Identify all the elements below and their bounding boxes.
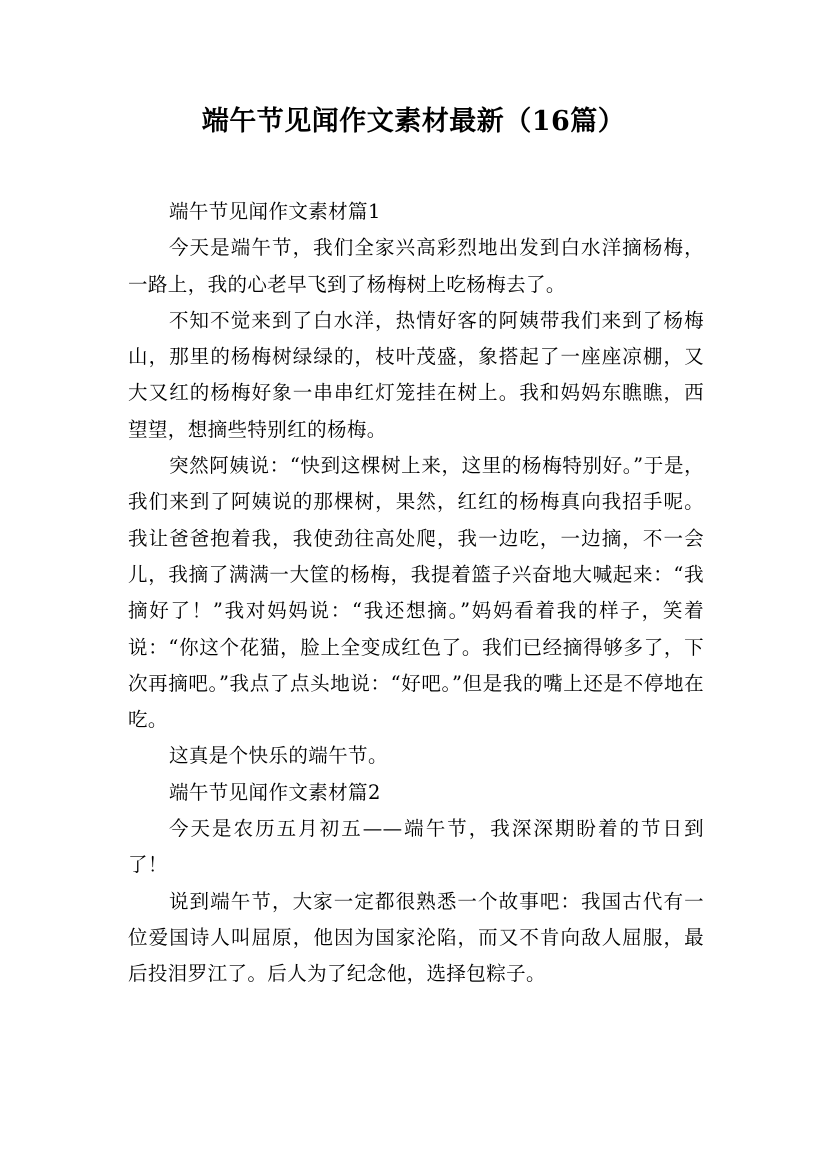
document-body: [128, 194, 704, 993]
paragraph: 今天是端午节，我们全家兴高彩烈地出发到白水洋摘杨梅，一路上，我的心老早飞到了杨梅树上吃杨梅去了。: [128, 236, 704, 296]
paragraph: 说到端午节，大家一定都很熟悉一个故事吧：我国古代有一位爱国诗人叫屈原，他因为国家沦陷，而又不肯向敌人屈服，最后投泪罗江了。后人为了纪念他，选择包粽子。: [128, 889, 704, 986]
section-heading-2: 端午节见闻作文素材篇2: [168, 780, 381, 804]
section-heading-1: 端午节见闻作文素材篇1: [168, 200, 381, 223]
document-title: 端午节见闻作文素材最新（16篇）: [201, 106, 626, 137]
paragraph: 今天是农历五月初五——端午节，我深深期盼着的节日到了！: [128, 817, 704, 877]
paragraph: 突然阿姨说：“快到这棵树上来，这里的杨梅特别好。”于是，我们来到了阿姨说的那棵树，果然，红红的杨梅真向我招手呢。我让爸爸抱着我，我使劲往高处爬，我一边吃，一边摘，不一会儿，我摘了满满一大筐的杨梅，我提着篮子兴奋地大喊起来：“我摘好了！”我对妈妈说：“我还想摘。”妈妈看着我的样子，笑着说：“你这个花猫，脸上全变成红色了。我们已经摘得够多了，下次再摘吧。”我点了点头地说：“好吧。”但是我的嘴上还是不停地在吃。: [128, 454, 704, 732]
paragraph: 这真是个快乐的端午节。: [168, 744, 388, 768]
paragraph: 不知不觉来到了白水洋，热情好客的阿姨带我们来到了杨梅山，那里的杨梅树绿绿的，枝叶茂盛，象搭起了一座座凉棚，又大又红的杨梅好象一串串红灯笼挂在树上。我和妈妈东瞧瞧，西望望，想摘些特别红的杨梅。: [128, 308, 704, 441]
